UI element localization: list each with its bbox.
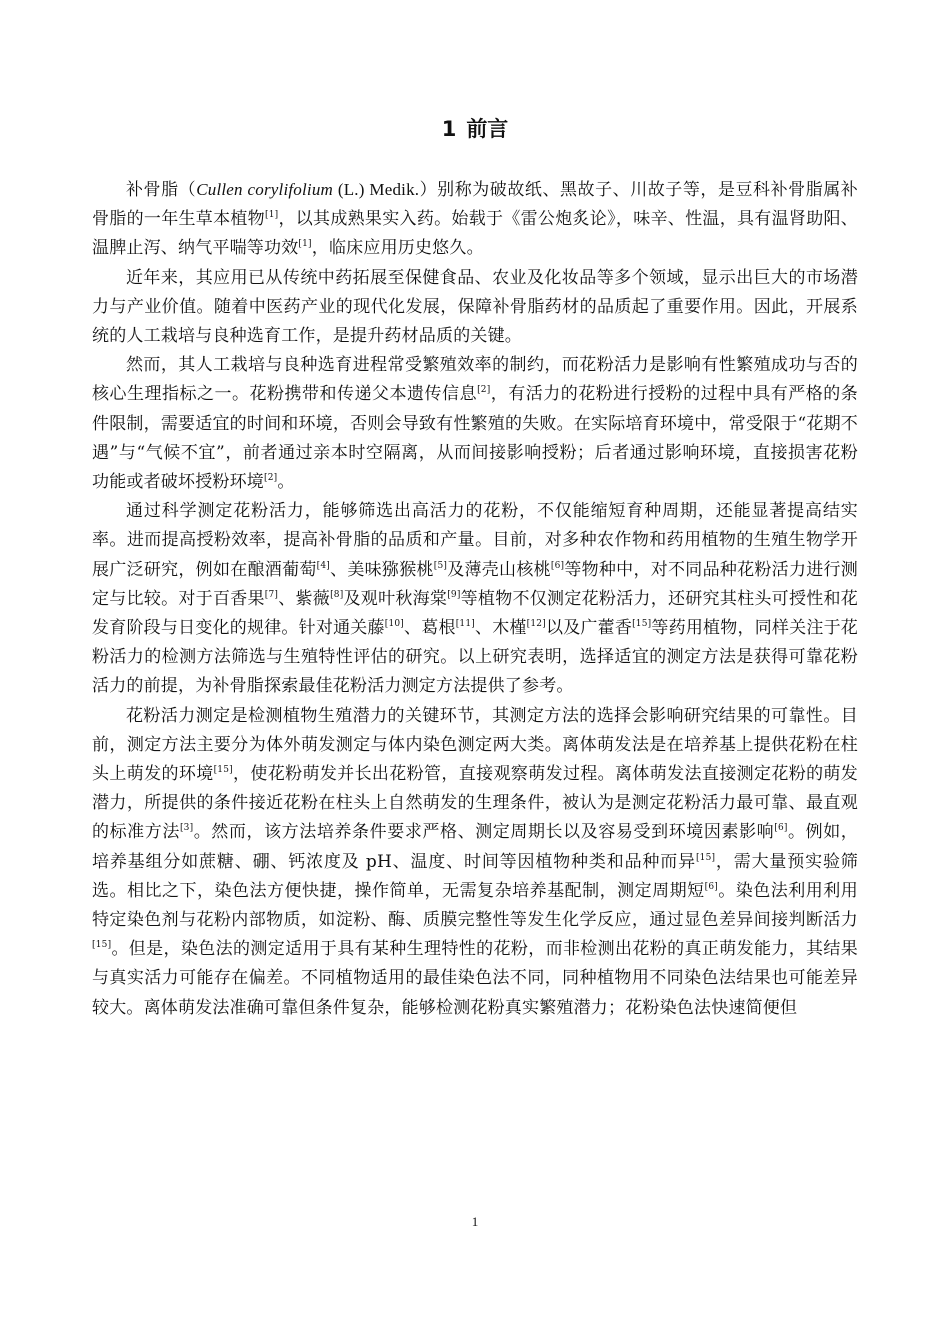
citation: [3] bbox=[179, 823, 194, 834]
text-run: 及观叶秋海棠 bbox=[343, 588, 448, 609]
text-run: 然而，其人工栽培与良种选育进程常受繁殖效率的制约，而花粉活力是影响有性繁殖成功与否的核心生理指标之一。花粉携带和传递父本遗传信息 bbox=[92, 355, 858, 405]
citation: [7] bbox=[264, 589, 279, 600]
text-run: 补骨脂（ bbox=[126, 180, 197, 200]
citation: [9] bbox=[447, 589, 461, 600]
text-run: ，有活力的花粉进行授粉的过程中具有严格的条件限制，需要适宜的时间和环境，否则会导致有性繁殖的失败。在实际培育环境中，常受限于“花期不遇”与“气候不宜”，前者通过亲本时空隔离，从而间接影响授粉；后者通过影响环境，直接损害花粉功能或者破坏授粉环境 bbox=[92, 384, 859, 493]
citation: [15] bbox=[632, 619, 652, 630]
citation: [10] bbox=[384, 619, 405, 630]
text-run: 。例如，培养基组分如蔗糖、硼、钙浓度及 pH、温度、时间等因植物种类和品种而异 bbox=[92, 822, 858, 872]
section-number: 1 bbox=[441, 117, 457, 141]
text-run: 。染色法利用利用特定染色剂与花粉内部物质，如淀粉、酶、质膜完整性等发生化学反应，通过显色差异间接判断活力 bbox=[92, 880, 858, 931]
text-run: 、木槿 bbox=[474, 618, 527, 639]
citation: [1] bbox=[264, 210, 279, 221]
citation: [6] bbox=[704, 881, 718, 892]
page-number: 1 bbox=[471, 1214, 479, 1229]
citation: [6] bbox=[550, 560, 565, 571]
text-run: ，临床应用历史悠久。 bbox=[311, 238, 484, 259]
text-run: 、紫薇 bbox=[278, 588, 331, 609]
citation: [15] bbox=[92, 940, 112, 951]
text-run: 、葛根 bbox=[404, 618, 456, 639]
citation: [4] bbox=[316, 560, 330, 571]
text-run: ）别称为破故纸、黑故子、川故子等，是豆科补骨脂属补骨脂的一年生草本植物 bbox=[92, 180, 859, 230]
document-body bbox=[92, 175, 858, 1023]
paragraph-1 bbox=[92, 175, 858, 264]
citation: [11] bbox=[455, 619, 475, 630]
citation: [8] bbox=[330, 589, 344, 600]
paragraph-5 bbox=[92, 702, 858, 1023]
text-run: ，需大量预实验筛选。相比之下，染色法方便快捷，操作简单，无需复杂培养基配制，测定周期短 bbox=[92, 851, 858, 901]
citation: [2] bbox=[477, 385, 491, 396]
text-run: 等物种中，对不同品种花粉活力进行测定与比较。对于百香果 bbox=[92, 559, 859, 609]
citation: [6] bbox=[774, 823, 788, 834]
paragraph-3 bbox=[92, 351, 858, 497]
text-run: ，使花粉萌发并长出花粉管，直接观察萌发过程。离体萌发法直接测定花粉的萌发潜力，所提供的条件接近花粉在柱头上自然萌发的生理条件，被认为是测定花粉活力最可靠、最直观的标准方法 bbox=[92, 764, 858, 843]
citation: [5] bbox=[433, 560, 448, 571]
text-run: ，以其成熟果实入药。始载于《雷公炮炙论》，味辛、性温，具有温肾助阳、温脾止泻、纳气平喘等功效 bbox=[92, 209, 858, 259]
text-run: 近年来，其应用已从传统中药拓展至保健食品、农业及化妆品等多个领域，显示出巨大的市场潜力与产业价值。随着中医药产业的现代化发展，保障补骨脂药材的品质起了重要作用。因此，开展系统的人工栽培与良种选育工作，是提升药材品质的关键。 bbox=[92, 267, 858, 347]
text-run: 等药用植物，同样关注于花粉活力的检测方法筛选与生殖特性评估的研究。以上研究表明，选择适宜的测定方法是获得可靠花粉活力的前提，为补骨脂探索最佳花粉活力测定方法提供了参考。 bbox=[92, 618, 858, 697]
text-run: 花粉活力测定是检测植物生殖潜力的关键环节，其测定方法的选择会影响研究结果的可靠性。目前，测定方法主要分为体外萌发测定与体内染色测定两大类。离体萌发法是在培养基上提供花粉在柱头上萌发的环境 bbox=[92, 705, 858, 785]
text-run: 等植物不仅测定花粉活力，还研究其柱头可授性和花发育阶段与日变化的规律。针对通关藤 bbox=[92, 588, 858, 639]
paragraph-4 bbox=[92, 497, 858, 701]
text-run: 、美味猕猴桃 bbox=[330, 559, 434, 580]
text-run: 。但是，染色法的测定适用于具有某种生理特性的花粉，而非检测出花粉的真正萌发能力，其结果与真实活力可能存在偏差。不同植物适用的最佳染色法不同，同种植物用不同染色法结果也可能差异较大。离体萌发法准确可靠但条件复杂，能够检测花粉真实繁殖潜力；花粉染色法快速简便但 bbox=[92, 939, 858, 1018]
text-run: 及薄壳山核桃 bbox=[447, 559, 551, 580]
section-title: 前言 bbox=[466, 117, 509, 141]
species-authority: (L.) Medik. bbox=[333, 180, 420, 199]
species-name: Cullen corylifolium bbox=[196, 180, 334, 199]
text-run: 。然而，该方法培养条件要求严格、测定周期长以及容易受到环境因素影响 bbox=[193, 822, 775, 843]
text-run: 以及广藿香 bbox=[545, 618, 633, 639]
text-run: 通过科学测定花粉活力，能够筛选出高活力的花粉，不仅能缩短育种周期，还能显著提高结实率。进而提高授粉效率，提高补骨脂的品质和产量。目前，对多种农作物和药用植物的生殖生物学开展广泛研究，例如在酿酒葡萄 bbox=[92, 501, 858, 580]
text-run: 。 bbox=[277, 472, 295, 493]
citation: [2] bbox=[264, 473, 278, 484]
section-heading bbox=[0, 112, 950, 146]
citation: [1] bbox=[298, 239, 312, 250]
paragraph-2 bbox=[92, 264, 858, 352]
citation: [15] bbox=[695, 852, 716, 863]
citation: [12] bbox=[526, 619, 546, 630]
citation: [15] bbox=[213, 765, 233, 776]
